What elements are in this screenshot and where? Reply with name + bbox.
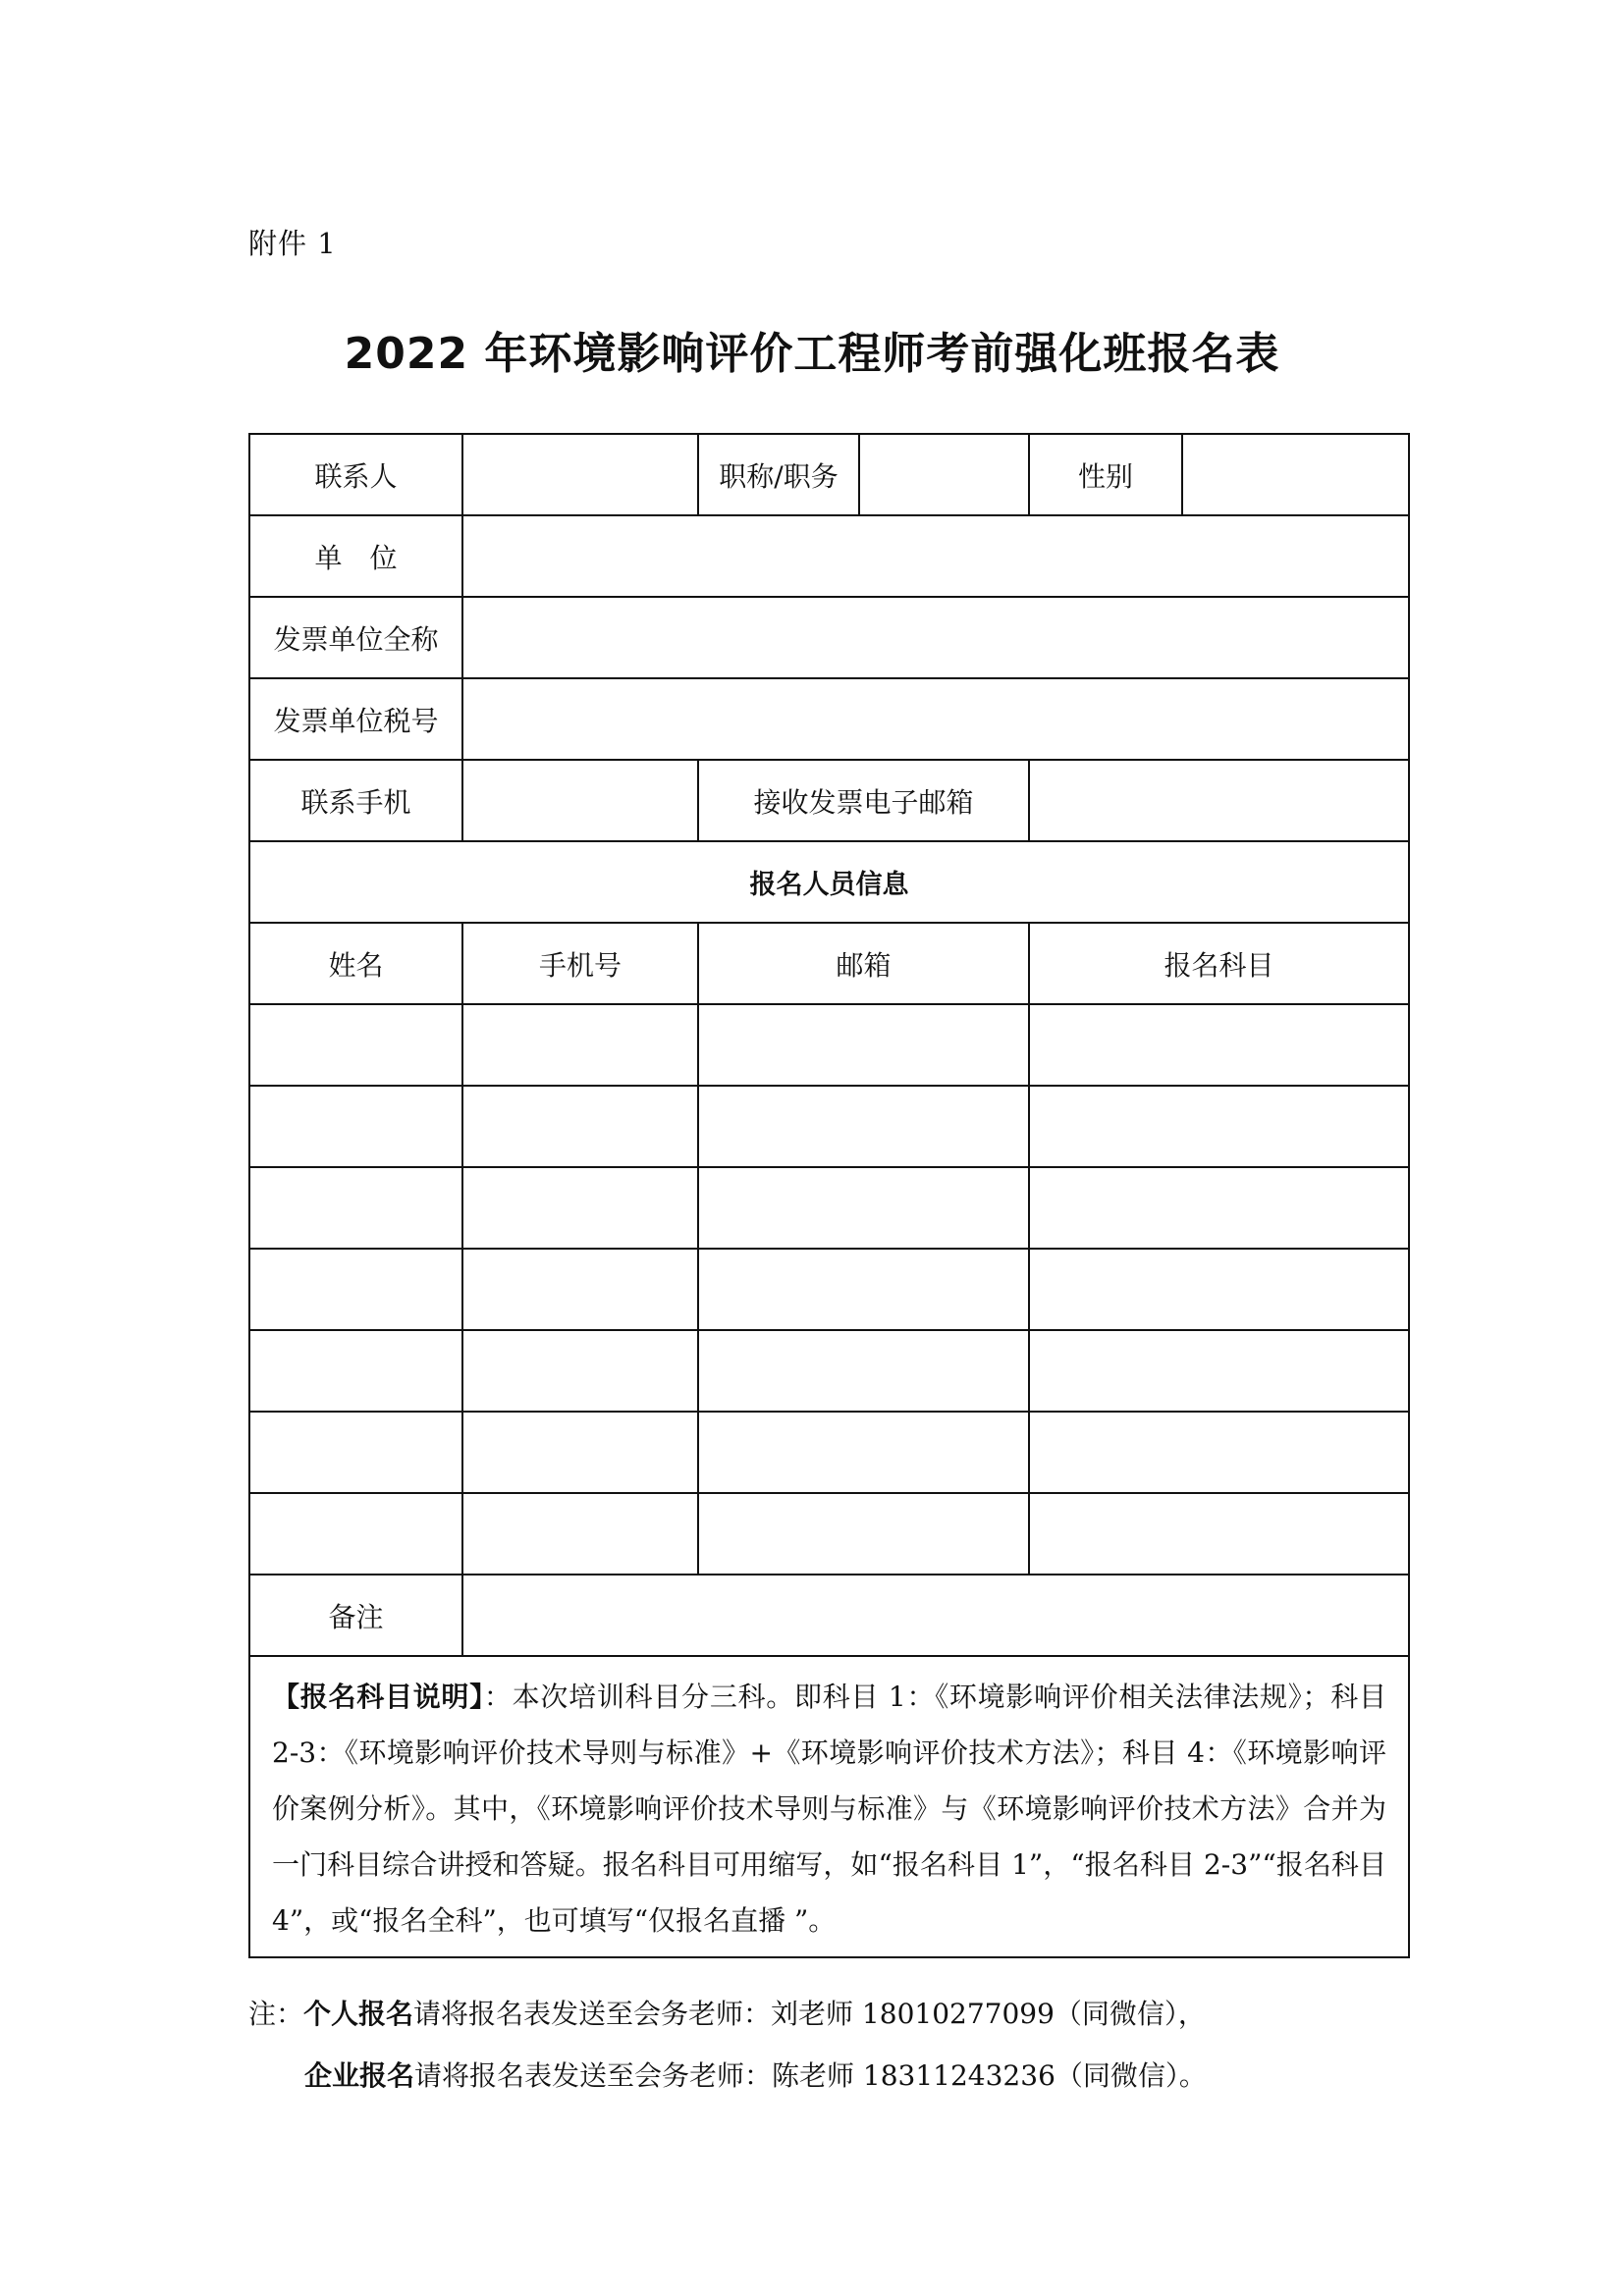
registration-form-table	[248, 433, 1410, 1958]
section-title: 报名人员信息	[249, 841, 1409, 923]
mobile-label: 联系手机	[249, 760, 462, 841]
table-row	[249, 1412, 1409, 1493]
phone-cell[interactable]	[462, 1493, 698, 1575]
unit-row	[249, 515, 1409, 597]
table-row	[249, 1330, 1409, 1412]
email-cell[interactable]	[698, 1330, 1029, 1412]
table-row	[249, 1493, 1409, 1575]
position-label: 职称/职务	[698, 434, 859, 515]
email-cell[interactable]	[698, 1249, 1029, 1330]
subject-cell[interactable]	[1029, 1412, 1409, 1493]
mobile-row	[249, 760, 1409, 841]
invoice-email-field[interactable]	[1029, 760, 1409, 841]
name-cell[interactable]	[249, 1330, 462, 1412]
unit-label: 单 位	[249, 515, 462, 597]
invoice-tax-row	[249, 678, 1409, 760]
name-cell[interactable]	[249, 1412, 462, 1493]
note-prefix: 注：	[248, 1998, 304, 2030]
invoice-tax-field[interactable]	[462, 678, 1409, 760]
section-title-row	[249, 841, 1409, 923]
gender-label: 性别	[1029, 434, 1182, 515]
subject-cell[interactable]	[1029, 1004, 1409, 1086]
subject-cell[interactable]	[1029, 1249, 1409, 1330]
page-title: 2022 年环境影响评价工程师考前强化班报名表	[344, 329, 1280, 379]
invoice-tax-label: 发票单位税号	[249, 678, 462, 760]
subject-cell[interactable]	[1029, 1330, 1409, 1412]
invoice-name-field[interactable]	[462, 597, 1409, 678]
column-header-row	[249, 923, 1409, 1004]
table-row	[249, 1004, 1409, 1086]
remark-row	[249, 1575, 1409, 1656]
name-cell[interactable]	[249, 1493, 462, 1575]
column-header-phone: 手机号	[462, 923, 698, 1004]
contact-row	[249, 434, 1409, 515]
phone-cell[interactable]	[462, 1086, 698, 1167]
phone-cell[interactable]	[462, 1004, 698, 1086]
name-cell[interactable]	[249, 1167, 462, 1249]
table-row	[249, 1167, 1409, 1249]
column-header-subject: 报名科目	[1029, 923, 1409, 1004]
gender-field[interactable]	[1182, 434, 1409, 515]
name-cell[interactable]	[249, 1004, 462, 1086]
phone-cell[interactable]	[462, 1249, 698, 1330]
individual-registration-text: 请将报名表发送至会务老师：刘老师 18010277099（同微信），	[413, 1998, 1206, 2030]
phone-cell[interactable]	[462, 1412, 698, 1493]
email-cell[interactable]	[698, 1004, 1029, 1086]
email-cell[interactable]	[698, 1167, 1029, 1249]
subject-cell[interactable]	[1029, 1493, 1409, 1575]
column-header-email: 邮箱	[698, 923, 1029, 1004]
unit-field[interactable]	[462, 515, 1409, 597]
enterprise-registration-note	[304, 2055, 1207, 2094]
name-cell[interactable]	[249, 1249, 462, 1330]
invoice-name-label: 发票单位全称	[249, 597, 462, 678]
name-cell[interactable]	[249, 1086, 462, 1167]
explanation-heading: 【报名科目说明】	[272, 1681, 484, 1713]
contact-field[interactable]	[462, 434, 698, 515]
table-row	[249, 1086, 1409, 1167]
explanation-text: ：本次培训科目分三科。即科目 1：《环境影响评价相关法律法规》；科目 2-3：《环境影响评价技术导则与标准》+《环境影响评价技术方法》；科目 4：《环境影响评价案例分析》。其中，《环境影响评价技术导则与标准》与《环境影响评价技术方法》合并为一门科目综合讲授和答疑。报名科目可用缩写，如“报名科目 1”，“报名科目 2-3”“报名科目 4”，或“报名全科”，也可填写“仅报名直播 ”。	[272, 1681, 1387, 1937]
invoice-email-label: 接收发票电子邮箱	[698, 760, 1029, 841]
phone-cell[interactable]	[462, 1330, 698, 1412]
email-cell[interactable]	[698, 1086, 1029, 1167]
attachment-label: 附件 1	[248, 227, 337, 260]
phone-cell[interactable]	[462, 1167, 698, 1249]
contact-label: 联系人	[249, 434, 462, 515]
remark-field[interactable]	[462, 1575, 1409, 1656]
position-field[interactable]	[859, 434, 1029, 515]
subject-cell[interactable]	[1029, 1086, 1409, 1167]
invoice-name-row	[249, 597, 1409, 678]
subject-explanation	[249, 1656, 1409, 1957]
column-header-name: 姓名	[249, 923, 462, 1004]
subject-cell[interactable]	[1029, 1167, 1409, 1249]
individual-registration-note	[248, 1993, 1206, 2032]
mobile-field[interactable]	[462, 760, 698, 841]
explanation-row	[249, 1656, 1409, 1957]
email-cell[interactable]	[698, 1493, 1029, 1575]
email-cell[interactable]	[698, 1412, 1029, 1493]
remark-label: 备注	[249, 1575, 462, 1656]
enterprise-registration-text: 请将报名表发送至会务老师：陈老师 18311243236（同微信）。	[414, 2059, 1207, 2092]
enterprise-registration-label: 企业报名	[304, 2059, 415, 2092]
individual-registration-label: 个人报名	[303, 1998, 414, 2030]
table-row	[249, 1249, 1409, 1330]
